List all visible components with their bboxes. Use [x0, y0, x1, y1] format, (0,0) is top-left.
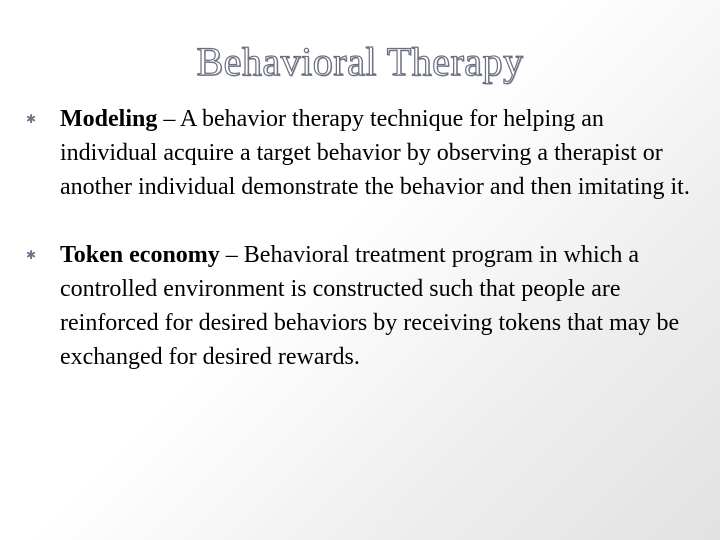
bullet-icon: ✱ — [26, 248, 37, 262]
bullet-term: Token economy — [60, 242, 220, 268]
bullet-definition: – Behavioral treatment program in which a controlled environment is constructed such that people are reinforced for desired behaviors by receiving tokens that may be exchanged for desired rewards. — [60, 242, 680, 370]
bullet-definition: – A behavior therapy technique for helping an individual acquire a target behavior by observing a therapist or another individual demonstrate the behavior and then imitating it. — [60, 106, 690, 200]
bullet-term: Modeling — [60, 106, 158, 132]
bullet-item-token-economy — [24, 238, 696, 374]
bullet-icon: ✱ — [26, 112, 37, 126]
slide-title: Behavioral Therapy — [196, 39, 524, 84]
bullet-item-modeling — [24, 102, 696, 204]
bullet-list — [24, 102, 696, 408]
